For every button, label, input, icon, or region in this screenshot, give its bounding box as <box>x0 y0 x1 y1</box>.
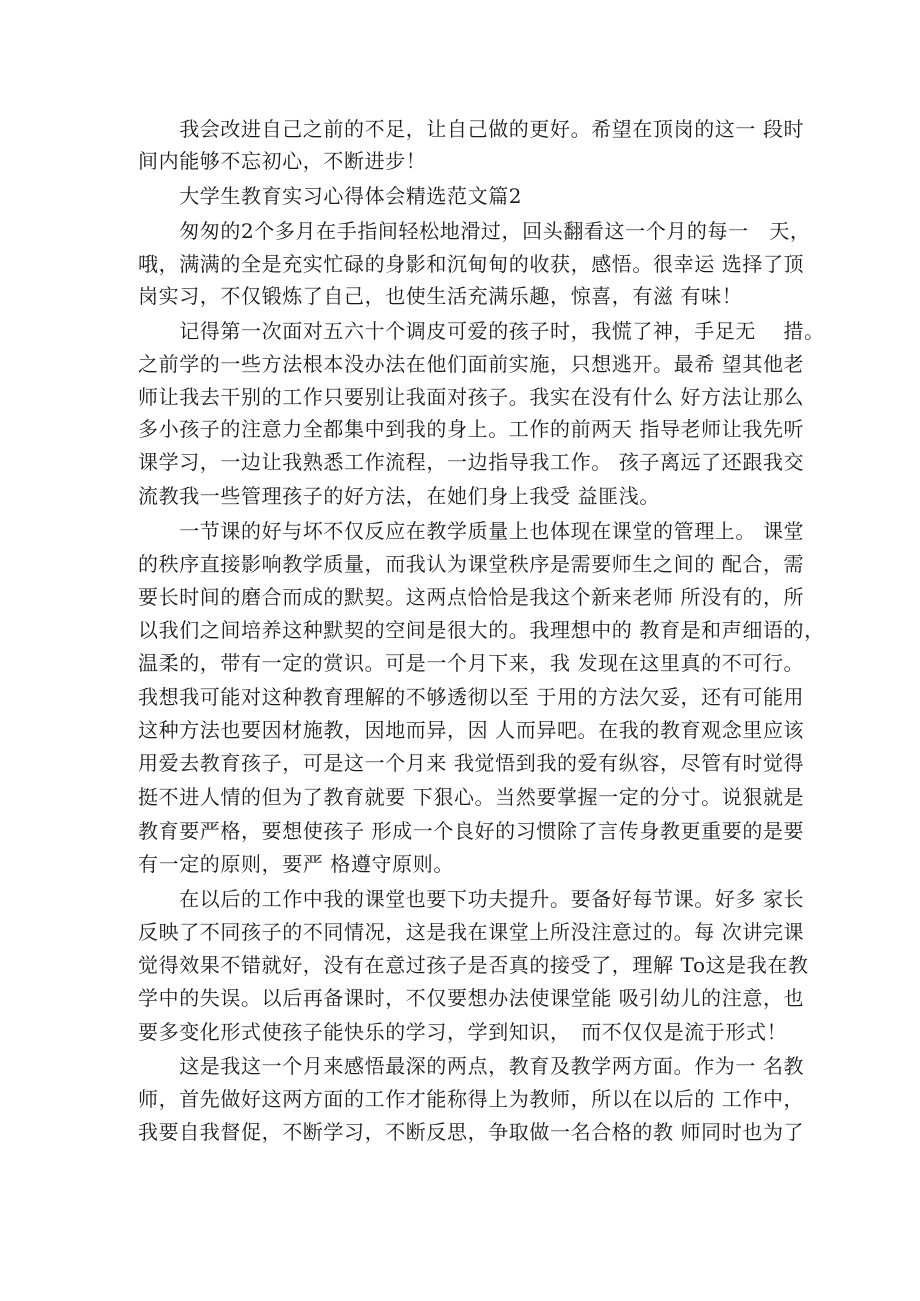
text-line: 用爱去教育孩子，可是这一个月来 我觉悟到我的爱有纵容，尽管有时觉得 <box>138 751 805 775</box>
text-line: 我想我可能对这种教育理解的不够透彻以至 于用的方法欠妥，还有可能用 <box>138 685 805 709</box>
text-line: 我会改进自己之前的不足，让自己做的更好。希望在顶岗的这一 段时 <box>138 117 805 141</box>
text-line: 的秩序直接影响教学质量，而我认为课堂秩序是需要师生之间的 配合，需 <box>138 552 805 576</box>
text-line: 挺不进人情的但为了教育就要 下狠心。当然要掌握一定的分寸。说狠就是 <box>138 785 805 809</box>
text-line: 岗实习，不仅锻炼了自己，也使生活充满乐趣，惊喜，有滋 有味！ <box>138 284 743 308</box>
text-line: 有一定的原则，要严 格遵守原则。 <box>138 852 454 876</box>
text-line: 在以后的工作中我的课堂也要下功夫提升。要备好每节课。好多 家长 <box>138 887 805 911</box>
text-line: 师，首先做好这两方面的工作才能称得上为教师，所以在以后的 工作中， <box>138 1087 805 1111</box>
text-line: 我要自我督促，不断学习，不断反思，争取做一名合格的教 师同时也为了 <box>138 1120 805 1144</box>
text-line: 师让我去干别的工作只要别让我面对孩子。我实在没有什么 好方法让那么 <box>138 385 805 409</box>
text-line: 以我们之间培养这种默契的空间是很大的。我理想中的 教育是和声细语的， <box>138 618 825 642</box>
text-line: 流教我一些管理孩子的好方法，在她们身上我受 益匪浅。 <box>138 484 660 508</box>
text-line: 这是我这一个月来感悟最深的两点，教育及教学两方面。作为一 名教 <box>138 1054 805 1078</box>
text-line: 之前学的一些方法根本没办法在他们面前实施，只想逃开。最希 望其他老 <box>138 352 805 376</box>
text-line: 要多变化形式使孩子能快乐的学习，学到知识， 而不仅仅是流于形式！ <box>138 1020 788 1044</box>
text-line: 温柔的，带有一定的赏识。可是一个月下来，我 发现在这里真的不可行。 <box>138 651 805 675</box>
section-heading: 大学生教育实习心得体会精选范文篇2 <box>138 184 523 208</box>
text-line: 要长时间的磨合而成的默契。这两点恰恰是我这个新来老师 所没有的，所 <box>138 585 805 609</box>
text-line: 学中的失误。以后再备课时，不仅要想办法使课堂能 吸引幼儿的注意，也 <box>138 986 805 1010</box>
text-line: 反映了不同孩子的不同情况，这是我在课堂上所没注意过的。每 次讲完课 <box>138 920 805 944</box>
text-line: 匆匆的2个多月在手指间轻松地滑过，回头翻看这一个月的每一 天， <box>138 219 811 243</box>
text-line: 一节课的好与坏不仅反应在教学质量上也体现在课堂的管理上。 课堂 <box>138 519 805 543</box>
text-line: 这种方法也要因材施教，因地而异，因 人而异吧。在我的教育观念里应该 <box>138 718 805 742</box>
text-line: 课学习，一边让我熟悉工作流程，一边指导我工作。 孩子离远了还跟我交 <box>138 450 805 474</box>
text-line: 教育要严格，要想使孩子 形成一个良好的习惯除了言传身教更重要的是要 <box>138 819 805 843</box>
text-line: 哦，满满的全是充实忙碌的身影和沉甸甸的收获，感悟。很幸运 选择了顶 <box>138 252 805 276</box>
text-line: 觉得效果不错就好，没有在意过孩子是否真的接受了，理解 To这是我在教 <box>138 953 809 977</box>
text-line: 间内能够不忘初心，不断进步！ <box>138 149 427 173</box>
text-line: 记得第一次面对五六十个调皮可爱的孩子时，我慌了神，手足无 措。 <box>138 319 825 343</box>
text-line: 多小孩子的注意力全都集中到我的身上。工作的前两天 指导老师让我先听 <box>138 417 805 441</box>
